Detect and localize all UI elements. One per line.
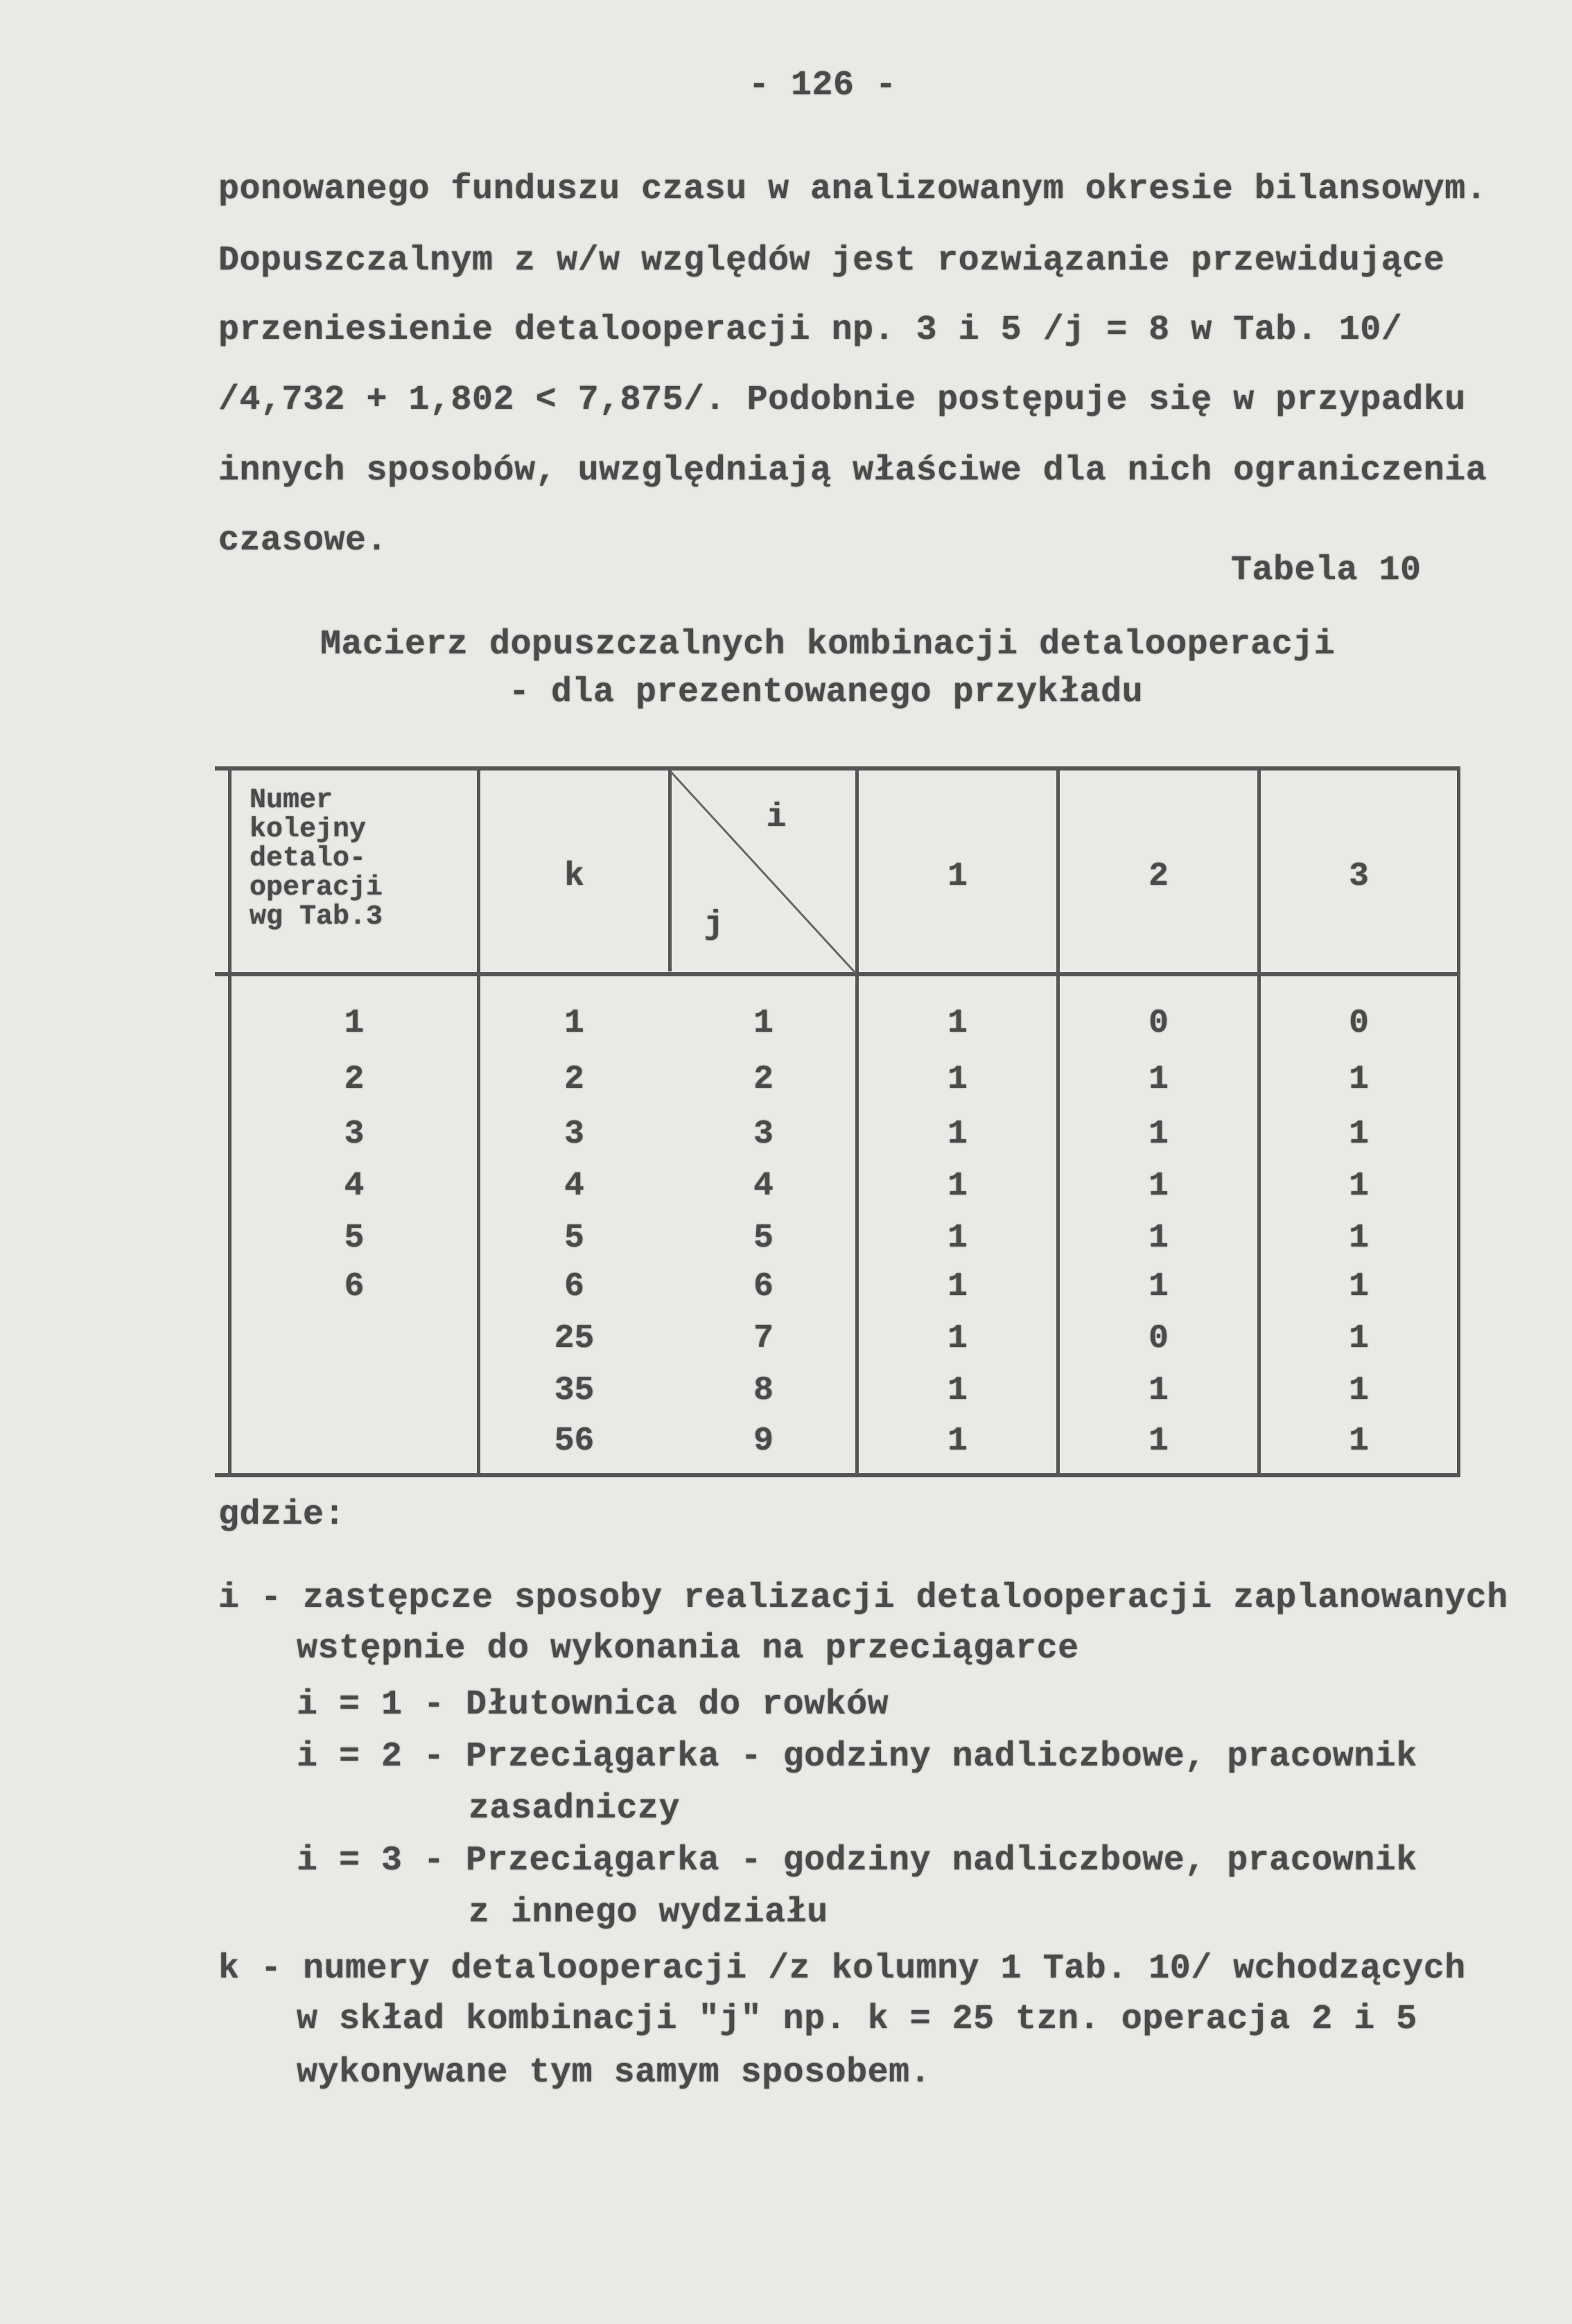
cell-k: 35 [554,1372,595,1409]
cell-i2: 1 [1149,1268,1169,1305]
cell-number: 5 [344,1220,365,1257]
cell-j: 8 [753,1372,774,1409]
table-label: Tabela 10 [1231,551,1422,590]
cell-j: 9 [753,1423,774,1460]
paragraph-line: innych sposobów, uwzględniają właściwe dla nich ograniczenia [218,451,1487,491]
cell-i2: 0 [1149,1320,1169,1357]
cell-i3: 1 [1349,1220,1369,1257]
cell-k: 25 [554,1320,595,1357]
cell-i1: 1 [947,1268,968,1305]
cell-i2: 1 [1149,1116,1169,1153]
notes-line: k - numery detalooperacji /z kolumny 1 Tab. 10/ wchodzących [218,1949,1466,1989]
header-cell-number [250,786,383,932]
notes-line: i - zastępcze sposoby realizacji detalooperacji zaplanowanych [218,1578,1508,1618]
header-line: kolejny [250,814,367,845]
notes-line: wstępnie do wykonania na przeciągarce [297,1629,1079,1669]
table-bottom-rule [215,1473,1459,1477]
header-line: Numer [250,785,333,816]
notes-line: zasadniczy [469,1789,681,1829]
cell-i1: 1 [947,1372,968,1409]
cell-i2: 1 [1149,1220,1169,1257]
cell-j: 1 [753,1005,774,1042]
cell-j: 5 [753,1220,774,1257]
notes-line: i = 3 - Przeciągarka - godziny nadliczbowe, pracownik [297,1841,1417,1881]
cell-i2: 1 [1149,1423,1169,1460]
notes-line: gdzie: [218,1495,346,1535]
paragraph-line: /4,732 + 1,802 < 7,875/. Podobnie postępuje się w przypadku [218,380,1466,420]
cell-k: 56 [554,1423,595,1460]
header-cell-i2: 2 [1149,858,1169,895]
paragraph-line: czasowe. [218,521,388,561]
cell-i3: 1 [1349,1320,1369,1357]
cell-i1: 1 [947,1061,968,1098]
cell-i3: 1 [1349,1061,1369,1098]
cell-k: 3 [564,1116,584,1153]
header-line: operacji [250,872,383,904]
cell-k: 5 [564,1220,584,1257]
cell-j: 3 [753,1116,774,1153]
header-cell-k: k [564,858,584,895]
cell-i1: 1 [947,1005,968,1042]
cell-k: 6 [564,1268,584,1305]
cell-number: 4 [344,1168,365,1205]
cell-number: 3 [344,1116,365,1153]
cell-i1: 1 [947,1320,968,1357]
cell-i1: 1 [947,1116,968,1153]
cell-number: 6 [344,1268,365,1305]
cell-k: 1 [564,1005,584,1042]
cell-j: 7 [753,1320,774,1357]
header-cell-i: i [766,799,787,836]
cell-k: 4 [564,1168,584,1205]
cell-i3: 1 [1349,1268,1369,1305]
cell-i2: 1 [1149,1061,1169,1098]
cell-number: 2 [344,1061,365,1098]
paragraph-line: ponowanego funduszu czasu w analizowanym okresie bilansowym. [218,170,1487,209]
cell-j: 6 [753,1268,774,1305]
table-title-line: - dla prezentowanego przykładu [509,673,1144,712]
cell-i2: 1 [1149,1372,1169,1409]
header-line: wg Tab.3 [250,901,383,933]
cell-k: 2 [564,1061,584,1098]
notes-line: w skład kombinacji "j" np. k = 25 tzn. operacja 2 i 5 [297,2000,1417,2039]
notes-line: i = 1 - Dłutownica do rowków [297,1685,889,1725]
column-rule [1457,766,1460,1477]
page-number: - 126 - [749,66,897,105]
paragraph-line: Dopuszczalnym z w/w względów jest rozwiązanie przewidujące [218,241,1445,281]
cell-j: 4 [753,1168,774,1205]
cell-number: 1 [344,1005,365,1042]
notes-line: wykonywane tym samym sposobem. [297,2053,932,2093]
cell-i3: 1 [1349,1423,1369,1460]
paragraph-line: przeniesienie detalooperacji np. 3 i 5 /j = 8 w Tab. 10/ [218,310,1403,350]
cell-i1: 1 [947,1220,968,1257]
cell-i3: 1 [1349,1116,1369,1153]
header-line: detalo- [250,843,367,874]
header-cell-j: j [704,906,724,944]
notes-line: z innego wydziału [469,1893,828,1933]
header-cell-i1: 1 [947,858,968,895]
header-cell-i3: 3 [1349,858,1369,895]
cell-i3: 1 [1349,1168,1369,1205]
cell-i2: 0 [1149,1005,1169,1042]
cell-i2: 1 [1149,1168,1169,1205]
cell-i1: 1 [947,1168,968,1205]
notes-line: i = 2 - Przeciągarka - godziny nadliczbowe, pracownik [297,1737,1417,1777]
cell-j: 2 [753,1061,774,1098]
cell-i3: 1 [1349,1372,1369,1409]
cell-i3: 0 [1349,1005,1369,1042]
cell-i1: 1 [947,1423,968,1460]
table-title-line: Macierz dopuszczalnych kombinacji detalooperacji [320,625,1336,664]
